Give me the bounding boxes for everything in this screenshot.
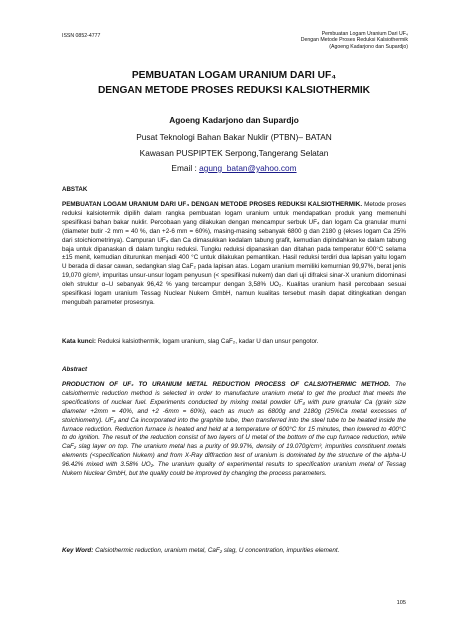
abstak-lead: PEMBUATAN LOGAM URANIUM DARI UF₄ DENGAN METODE PROSES REDUKSI KALSIOTHERMIK. bbox=[62, 201, 363, 208]
kata-kunci-line bbox=[62, 338, 406, 347]
key-word-label: Key Word: bbox=[62, 547, 94, 554]
abstract-lead: PRODUCTION OF UF₄ TO URANIUM METAL REDUCTION PROCESS OF CALSIOTHERMIC METHOD. bbox=[62, 381, 391, 388]
abstak-paragraph bbox=[62, 201, 406, 308]
email-line bbox=[60, 163, 408, 173]
kata-kunci-label: Kata kunci: bbox=[62, 338, 96, 345]
abstak-body: Metode proses reduksi kalsiotermik dipilih dalam rangka pembuatan logam uranium untuk mendapatkan produk yang memenuhi spesifikasi bahan bakar nuklir. Percobaan yang dilakukan dengan mencampur serbuk UF₄ dan logam Ca granular murni (diameter butir -2 mm = 40 %, dan +2-6 mm = 60%), masing-masing sebanyak 6800 g dan 2180 g (ekses logam Ca 25% dari stoichiometrinya). Campuran UF₄ dan Ca dimasukkan kedalam tabung grafit, kemudian dipindahkan ke dalam tabung baja untuk dipanaskan di dalam tungku reduksi. Tungku reduksi dipanaskan dan ditahan pada temperatur 600°C selama ±15 menit, kemudian diturunkan menjadi 400 °C untuk dilakukan pemantikan. Hasil reduksi terdiri dua lapisan yaitu logam U berada di dasar cawan, sedangkan slag CaF₂ pada lapisan atas. Logam uranium memiliki kemurnian 99,97%, berat jenis 19,070 g/cm³, impuritas unsur-unsur logam penyusun (< spesifikasi nukem) dan dari uji difraksi sinar-X uranium didominasi oleh struktur α–U sebanyak 96,42 % yang tercampur dengan 3,58% UO₂. Kualitas uranium hasil percobaan sesuai spesifikasi logam uranium Tessag Nuclear Nukem GmbH, namun kualitas tersebut masih dapat ditingkatkan dengan mengubah parameter prosesnya. bbox=[62, 201, 406, 306]
running-header-line-2: Dengan Metode Proses Reduksi Kalsiothermik bbox=[300, 37, 408, 44]
author-names: Agoeng Kadarjono dan Supardjo bbox=[169, 115, 299, 125]
abstract-heading: Abstract bbox=[62, 366, 88, 373]
paper-title-line-2: DENGAN METODE PROSES REDUKSI KALSIOTHERMIK bbox=[97, 85, 371, 96]
email-label: Email : bbox=[171, 163, 200, 173]
abstract-body: The calsiothermic reduction method is selected in order to manufacture uranium metal to get the product that meets the specifications of nuclear fuel. Experiments conducted by mixing metal powder UF₄ with pure granular Ca (grain size diameter +2mm = 40%, and +2 -6mm = 60%), each as much as 6800g and 2180g (25%Ca metal excesses of stoichiometry). UF₄ and Ca incorporated into the graphite tube, then transferred into the steel tube to be heated inside the furnace reduction. Reduction furnace is heated and held at a temperature of 600°C for 15 minutes, then lowered to 400°C to do ignition. The result of the reduction consist of two layers of U metal of the bottom of the cup furnace reduction, while CaF₂ slag layer on top. The uranium metal has a purity of 99.97%, density of 19.070g/cm³, impurities constituent metals elements (<specification Nukem) and from X-Ray diffraction test of uranium is dominated by the structure of the alpha-U 96.42% mixed with 3.58% UO₂. The uranium quality of experimental results to specification uranium metal of Tessag Nukem Nuclear GmbH, but the quality could be improved by changing the process parameters. bbox=[62, 381, 406, 478]
kata-kunci-text: Reduksi kalsiothermik, logam uranium, slag CaF₂, kadar U dan unsur pengotor. bbox=[95, 338, 319, 345]
paper-title-line-1: PEMBUATAN LOGAM URANIUM DARI UF₄ bbox=[131, 70, 337, 81]
abstract-paragraph bbox=[62, 381, 406, 479]
affiliation-line-1: Pusat Teknologi Bahan Bakar Nuklir (PTBN)– BATAN bbox=[136, 132, 332, 142]
running-header-line-1: Pembuatan Logam Uranium Dari UF₄ bbox=[321, 31, 408, 37]
page-number: 105 bbox=[396, 600, 406, 606]
key-word-text: Calsiothermic reduction, uranium metal, CaF₂ slag, U concentration, impurities element. bbox=[93, 547, 340, 554]
email-link[interactable]: agung_batan@yahoo.com bbox=[199, 163, 297, 173]
affiliation-line-2: Kawasan PUSPIPTEK Serpong,Tangerang Selatan bbox=[139, 148, 329, 158]
abstak-heading: ABSTAK bbox=[62, 186, 88, 193]
issn-label: ISSN 0852-4777 bbox=[62, 33, 101, 39]
key-word-line bbox=[62, 547, 406, 556]
running-header-line-3: (Agoeng Kadarjono dan Supardjo) bbox=[329, 43, 408, 50]
running-header bbox=[258, 31, 408, 50]
